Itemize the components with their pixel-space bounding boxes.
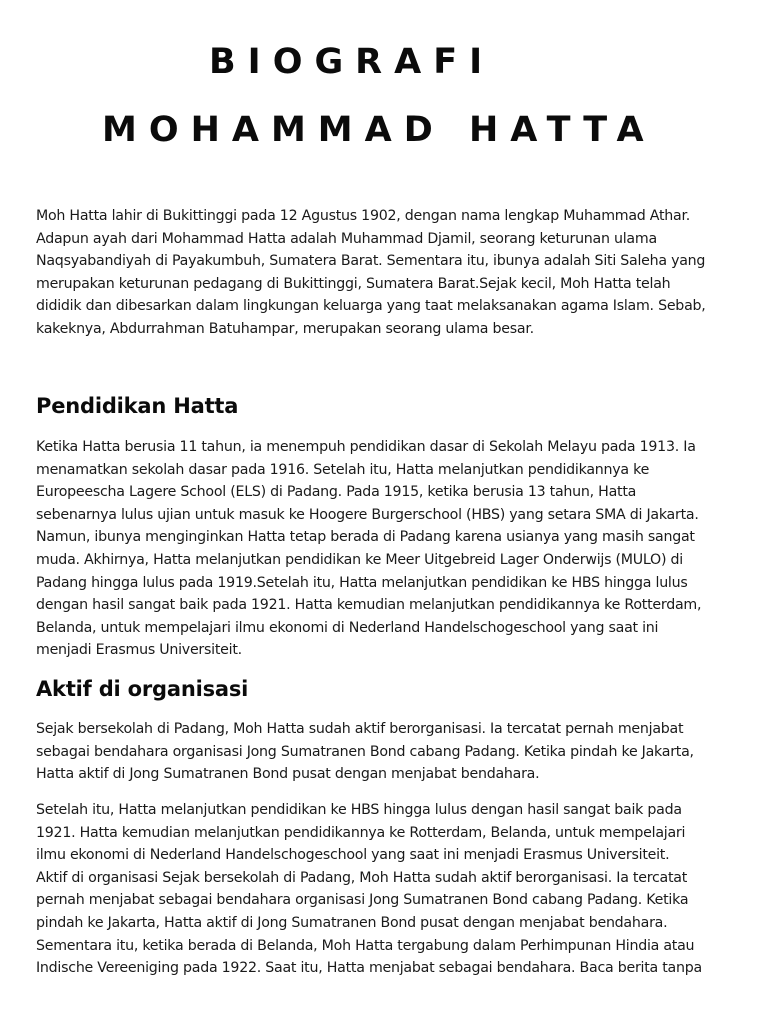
paragraph-line: menjadi Erasmus Universiteit.	[36, 642, 242, 659]
paragraph-line: Belanda, untuk mempelajari ilmu ekonomi di Nederland Handelschogeschool yang saat ini	[36, 619, 659, 636]
paragraph-line: pindah ke Jakarta, Hatta aktif di Jong Sumatranen Bond pusat dengan menjabat bendahara.	[36, 914, 668, 931]
title-line-1: BIOGRAFI	[209, 42, 495, 82]
aktif-paragraph-1	[36, 718, 736, 786]
paragraph-line: sebenarnya lulus ujian untuk masuk ke Hoogere Burgerschool (HBS) yang setara SMA di Jakarta.	[36, 506, 699, 523]
intro-paragraph	[36, 205, 736, 341]
paragraph-line: muda. Akhirnya, Hatta melanjutkan pendidikan ke Meer Uitgebreid Lager Onderwijs (MULO) di	[36, 551, 683, 568]
aktif-paragraph-2	[36, 799, 736, 980]
paragraph-line: sebagai bendahara organisasi Jong Sumatranen Bond cabang Padang. Ketika pindah ke Jakarta,	[36, 743, 694, 760]
paragraph-line: dididik dan dibesarkan dalam lingkungan keluarga yang taat melaksanakan agama Islam. Sebab,	[36, 298, 706, 315]
paragraph-line: Moh Hatta lahir di Bukittinggi pada 12 Agustus 1902, dengan nama lengkap Muhammad Athar.	[36, 208, 691, 224]
paragraph-line: Naqsyabandiyah di Payakumbuh, Sumatera Barat. Sementara itu, ibunya adalah Siti Saleha yang	[36, 253, 706, 270]
title-line-2: MOHAMMAD HATTA	[102, 110, 656, 150]
paragraph-line: ilmu ekonomi di Nederland Handelschogeschool yang saat ini menjadi Erasmus Universiteit.	[36, 847, 670, 864]
paragraph-line: Indische Vereeniging pada 1922. Saat itu, Hatta menjabat sebagai bendahara. Baca berita tanpa	[36, 960, 702, 977]
paragraph-line: menamatkan sekolah dasar pada 1916. Setelah itu, Hatta melanjutkan pendidikannya ke	[36, 461, 650, 478]
paragraph-line: Setelah itu, Hatta melanjutkan pendidikan ke HBS hingga lulus dengan hasil sangat baik pada	[36, 802, 682, 818]
paragraph-line: Europeescha Lagere School (ELS) di Padang. Pada 1915, ketika berusia 13 tahun, Hatta	[36, 484, 637, 501]
paragraph-line: 1921. Hatta kemudian melanjutkan pendidikannya ke Rotterdam, Belanda, untuk mempelajari	[36, 824, 686, 841]
paragraph-line: Aktif di organisasi Sejak bersekolah di Padang, Moh Hatta sudah aktif berorganisasi. Ia tercatat	[36, 869, 688, 886]
paragraph-line: Hatta aktif di Jong Sumatranen Bond pusat dengan menjabat bendahara.	[36, 766, 540, 783]
pendidikan-paragraph	[36, 436, 736, 662]
paragraph-line: Ketika Hatta berusia 11 tahun, ia menempuh pendidikan dasar di Sekolah Melayu pada 1913. Ia	[36, 439, 696, 455]
section-heading-aktif: Aktif di organisasi	[36, 677, 249, 701]
paragraph-line: pernah menjabat sebagai bendahara organisasi Jong Sumatranen Bond cabang Padang. Ketika	[36, 892, 689, 909]
paragraph-line: kakeknya, Abdurrahman Batuhampar, merupakan seorang ulama besar.	[36, 320, 534, 337]
section-heading-pendidikan: Pendidikan Hatta	[36, 394, 239, 418]
paragraph-line: dengan hasil sangat baik pada 1921. Hatta kemudian melanjutkan pendidikannya ke Rotterdam,	[36, 597, 702, 614]
paragraph-line: Namun, ibunya menginginkan Hatta tetap berada di Padang karena usianya yang masih sangat	[36, 529, 695, 546]
paragraph-line: Padang hingga lulus pada 1919.Setelah itu, Hatta melanjutkan pendidikan ke HBS hingga lulus	[36, 574, 688, 591]
paragraph-line: Sementara itu, ketika berada di Belanda, Moh Hatta tergabung dalam Perhimpunan Hindia atau	[36, 937, 695, 954]
paragraph-line: Sejak bersekolah di Padang, Moh Hatta sudah aktif berorganisasi. Ia tercatat pernah menjabat	[36, 721, 684, 737]
paragraph-line: merupakan keturunan pedagang di Bukittinggi, Sumatera Barat.Sejak kecil, Moh Hatta telah	[36, 275, 671, 292]
paragraph-line: Adapun ayah dari Mohammad Hatta adalah Muhammad Djamil, seorang keturunan ulama	[36, 230, 657, 247]
